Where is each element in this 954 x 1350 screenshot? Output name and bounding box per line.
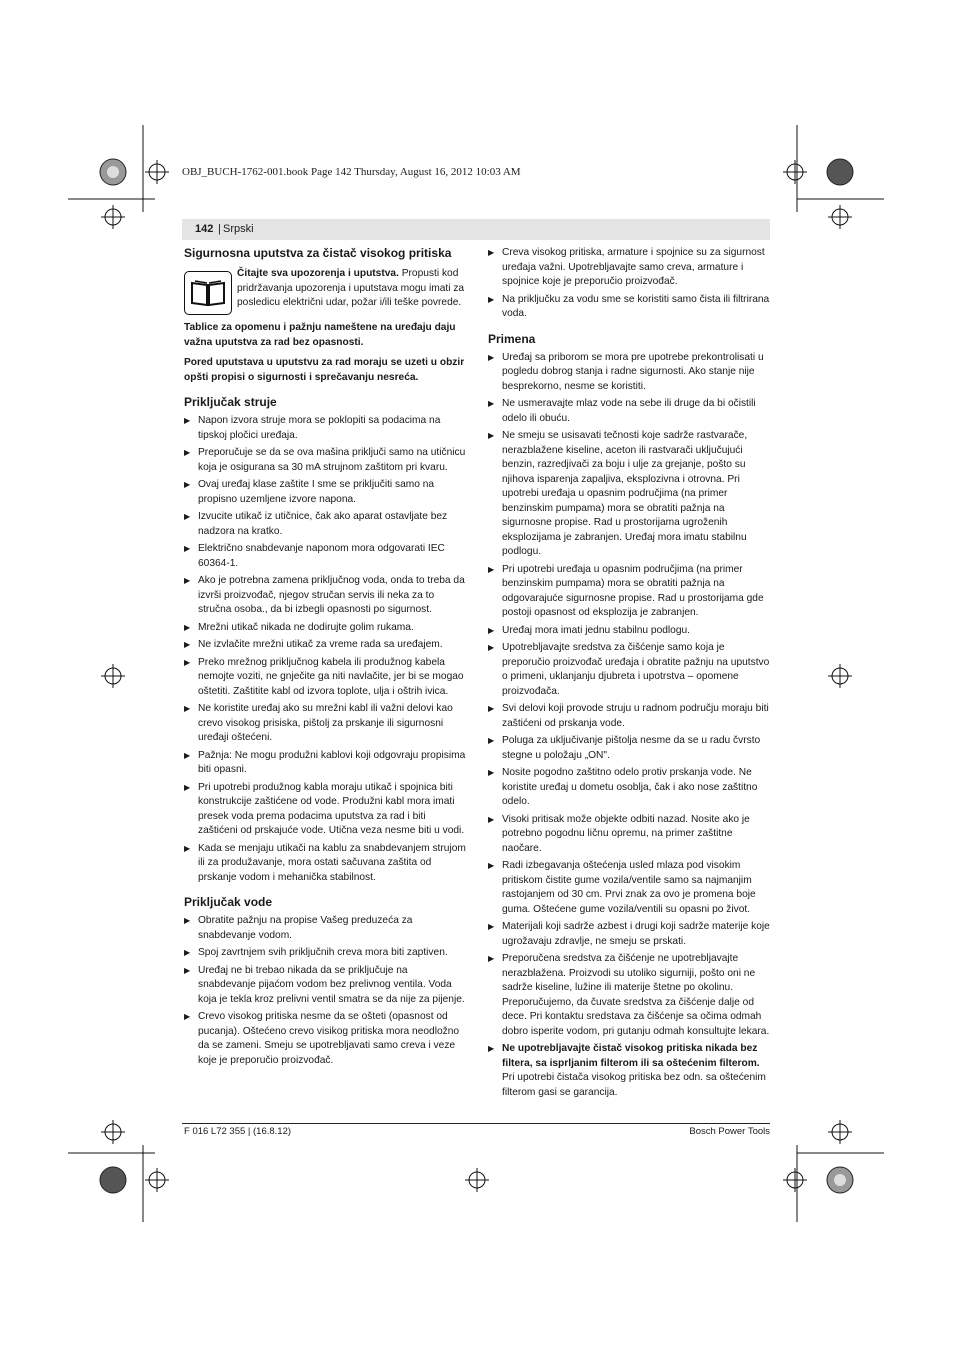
bullet-icon: ▶ <box>488 861 495 870</box>
list-item: ▶ Creva visokog pritiska, armature i spojnice su za sigurnost uređaja važni. Upotrebljavajte samo creva, armature i spojnice koje je preporučio proizvođač. <box>488 247 765 287</box>
list-item: ▶ Ne izvlačite mrežni utikač za vreme rada sa uređajem. <box>184 638 467 653</box>
bullet-icon: ▶ <box>184 544 191 553</box>
water-connection-list <box>184 914 467 1068</box>
bullet-icon: ▶ <box>488 248 495 257</box>
bullet-icon: ▶ <box>184 576 191 585</box>
water-connection-list-continued <box>488 246 771 322</box>
header-separator: | <box>218 223 221 235</box>
intro-text <box>237 267 467 315</box>
bullet-icon: ▶ <box>184 416 191 425</box>
list-item: ▶ Izvucite utikač iz utičnice, čak ako aparat ostavljate bez nadzora na kratko. <box>184 511 448 537</box>
bullet-icon: ▶ <box>184 843 191 853</box>
bullet-icon: ▶ <box>184 448 191 457</box>
bullet-icon: ▶ <box>488 1044 495 1053</box>
book-icon <box>184 271 232 315</box>
heading-power-connection: Priključak struje <box>184 395 277 409</box>
bullet-icon: ▶ <box>184 480 191 489</box>
bullet-icon: ▶ <box>184 657 191 667</box>
bullet-icon: ▶ <box>488 768 495 777</box>
list-item: ▶ Ovaj uređaj klase zaštite I sme se priključiti samo na propisno uzemljene izvore napona. <box>184 479 435 505</box>
bullet-icon: ▶ <box>488 814 495 824</box>
bullet-icon: ▶ <box>184 948 191 957</box>
bullet-icon: ▶ <box>184 782 191 792</box>
intro-bold: Čitajte sva upozorenja i uputstva. <box>237 268 399 279</box>
footer-rule <box>182 1123 770 1124</box>
warning-labels-paragraph: Tablice za opomenu i pažnju nameštene na uređaju daju važna uputstva za rad bez opasnosti. <box>184 322 456 348</box>
list-item: ▶ Mrežni utikač nikada ne dodirujte golim rukama. <box>184 621 467 636</box>
general-rules-paragraph: Pored uputstava u uputstvu za rad moraju se uzeti u obzir opšti propisi o sigurnosti i sprečavanju nesreća. <box>184 357 465 383</box>
list-item: ▶ Pri upotrebi uređaja u opasnim područjima (na primer benzinskim pumpama) mora se obratiti pažnja na odgovarajuće sigurnosne propise. Rad u prostorijama gde postoji opasnost od eksplozija je zabranjen. <box>488 563 764 618</box>
bullet-icon: ▶ <box>488 736 495 745</box>
footer-doc-code: F 016 L72 355 | (16.8.12) <box>184 1126 292 1137</box>
bullet-icon: ▶ <box>184 622 191 632</box>
list-item: ▶ Uređaj mora imati jednu stabilnu podlogu. <box>488 624 771 639</box>
heading-usage: Primena <box>488 331 536 346</box>
bullet-icon: ▶ <box>488 704 495 713</box>
bullet-icon: ▶ <box>184 750 191 760</box>
list-item: ▶ Svi delovi koji provode struju u radnom području moraju biti zaštićeni od prskanja vode. <box>488 703 769 729</box>
bullet-icon: ▶ <box>488 625 495 635</box>
print-slug: OBJ_BUCH-1762-001.book Page 142 Thursday, August 16, 2012 10:03 AM <box>182 166 521 178</box>
bullet-icon: ▶ <box>184 640 191 649</box>
filter-warning-text: Pri upotrebi čistača visokog pritiska bez odn. sa oštećenim filterom gasi se garancija. <box>502 1072 766 1098</box>
list-item <box>488 1042 771 1100</box>
bullet-icon: ▶ <box>488 922 495 931</box>
list-item: ▶ Preko mrežnog priključnog kabela ili produžnog kabela nemojte voziti, ne gnječite ga niti navlačite, jer bi se mogao oštetiti. Zaštitite kabl od izvora toplote, ulja i oštrih ivica. <box>184 656 464 697</box>
bullet-icon: ▶ <box>488 431 495 440</box>
list-item: ▶ Materijali koji sadrže azbest i drugi koji sadrže materije koje ugrožavaju zdravlje, ne smeju se prskati. <box>488 921 770 947</box>
header-language: Srpski <box>223 223 254 235</box>
power-connection-list <box>184 414 467 885</box>
bullet-icon: ▶ <box>488 294 495 304</box>
bullet-icon: ▶ <box>184 1012 191 1021</box>
bullet-icon: ▶ <box>488 399 495 408</box>
bullet-icon: ▶ <box>488 954 495 963</box>
list-item: ▶ Preporučuje se da se ova mašina priključi samo na utičnicu koja je osigurana sa 30 mA strujnom zaštitom pri kvaru. <box>184 447 466 473</box>
bullet-icon: ▶ <box>184 916 191 925</box>
bullet-icon: ▶ <box>184 965 191 975</box>
footer-brand: Bosch Power Tools <box>689 1126 770 1137</box>
bullet-icon: ▶ <box>488 564 495 574</box>
list-item: ▶ Na priključku za vodu sme se koristiti samo čista ili filtrirana voda. <box>488 293 770 319</box>
page-number: 142 <box>195 223 214 235</box>
list-item: ▶ Električno snabdevanje naponom mora odgovarati IEC 60364-1. <box>184 543 445 569</box>
list-item: ▶ Pažnja: Ne mogu produžni kablovi koji odgovraju propisima biti opasni. <box>184 749 466 775</box>
heading-water-connection: Priključak vode <box>184 895 273 909</box>
intro-block <box>184 267 467 315</box>
list-item: ▶ Spoj zavrtnjem svih priključnih creva mora biti zaptiven. <box>184 946 467 961</box>
list-item: ▶ Ne usmeravajte mlaz vode na sebe ili druge da bi očistili odelo ili obuću. <box>488 398 756 424</box>
list-item: ▶ Nosite pogodno zaštitno odelo protiv prskanja vode. Ne koristite uređaj u dometu osoblja, čak i ako nose zaštitno odelo. <box>488 767 758 807</box>
left-column <box>184 246 467 1071</box>
list-item: ▶ Ako je potrebna zamena priključnog voda, onda to treba da izvrši proizvođač, njegov stručan servis ili neka za to stručna osoba., da bi izbegli opasnosti po sigurnost. <box>184 575 465 615</box>
list-item: ▶ Poluga za uključivanje pištolja nesme da se u radu čvrsto stegne u položaju „ON". <box>488 735 761 761</box>
list-item: ▶ Kada se menjaju utikači na kablu za snabdevanjem strujom ili za produžavanje, mora ostati sačuvana zaštita od prskanje vodom i mehanička stabilnost. <box>184 842 466 883</box>
list-item: ▶ Uređaj ne bi trebao nikada da se priključuje na snabdevanje pijaćom vodom bez prelivnog ventila. Voda koja je tekla kroz prelivni ventil smatra se da nije za pijenje. <box>184 964 465 1005</box>
usage-list <box>488 351 771 1101</box>
list-item: ▶ Obratite pažnju na propise Vašeg preduzeća za snabdevanje vodom. <box>184 915 413 941</box>
list-item: ▶ Ne smeju se usisavati tečnosti koje sadrže rastvarače, nerazblažene kiseline, aceton ili rastvarači uključujući benzin, razredjivači za boju i ulje za grejanje, pošto su njihova isparenja zapaljiva, eksplozivna i otrovna. Pri upotrebi uređaja u opasnim područjima (na primer benzinskim pumpama) mora se obratiti pažnja na sigurnosne propise. Rad u prostorijama ugroženih eksplozijama je zabranjen. Uređaj mora imatu stabilnu podlogu. <box>488 430 748 557</box>
intro-rest: Propusti kod pridržavanja upozorenja i uputstava mogu imati za posledicu električni udar, požar i/ili teške povrede. <box>237 268 465 308</box>
section-title: Sigurnosna uputstva za čistač visokog pritiska <box>184 246 452 260</box>
right-column <box>488 246 771 1103</box>
bullet-icon: ▶ <box>184 704 191 713</box>
bullet-icon: ▶ <box>184 512 191 521</box>
list-item: ▶ Uređaj sa priborom se mora pre upotrebe prekontrolisati u pogledu dobrog stanja i radne sigurnosti. Ako stanje nije besprekorno, nesme se koristiti. <box>488 351 764 392</box>
page-header <box>182 219 770 240</box>
list-item: ▶ Napon izvora struje mora se poklopiti sa podacima na tipskoj pločici uređaja. <box>184 415 441 441</box>
list-item: ▶ Radi izbegavanja oštećenja usled mlaza pod visokim pritiskom čistite gume vozila/ventile samo sa najmanjim rastojanjem od 30 cm. Prvi znak za ovo je promena boje guma. Oštećene gume vozila/ventili su opasni po život. <box>488 860 756 915</box>
list-item: ▶ Visoki pritisak može objekte odbiti nazad. Nosite ako je potrebno pogodnu ličnu opremu, na primer zaštitne naočare. <box>488 813 750 854</box>
filter-warning-bold: Ne upotrebljavajte čistač visokog pritiska nikada bez filtera, sa isprljanim filterom ili sa oštećenim filterom. <box>502 1043 760 1069</box>
list-item: ▶ Preporučena sredstva za čišćenje ne upotrebljavajte nerazblažena. Proizvodi su utoliko sigurniji, pošto oni ne sadrže kiseline, lužine ili materije štetne po okolinu. Preporučujemo, da čuvate sredstva za čišćenje dalje od dece. Pri kontaktu sredstava za čišćenje sa očima odmah dobro isperite vodom, pri gutanju odmah konsultujte lekara. <box>488 953 770 1037</box>
list-item: ▶ Crevo visokog pritiska nesme da se ošteti (opasnost od pucanja). Oštećeno crevo visikog pritiska mora neodložno da se zameni. Smeju se upotrebljavati samo creva i veze koje je preporučio proizvođač. <box>184 1011 460 1066</box>
list-item: ▶ Upotrebljavajte sredstva za čišćenje samo koja je preporučio proizvođač uređaja i obratite pažnju na uputstvo o primeni, uklanjanju djubreta i upotrstva – opomene proizvođača. <box>488 642 770 697</box>
bullet-icon: ▶ <box>488 643 495 652</box>
list-item: ▶ Ne koristite uređaj ako su mrežni kabl ili važni delovi kao crevo visokog prisiska, pištolj za prskanje ili sigurnosni uređaji oštećeni. <box>184 703 453 743</box>
bullet-icon: ▶ <box>488 352 495 362</box>
list-item: ▶ Pri upotrebi produžnog kabla moraju utikač i spojnica biti konstrukcije zaštićene od vode. Produžni kabl mora imati presek voda prema podacima uputstva za rad i biti zaštićeni od prskajuće vode. Utična veza nesme biti u vodi. <box>184 781 465 836</box>
